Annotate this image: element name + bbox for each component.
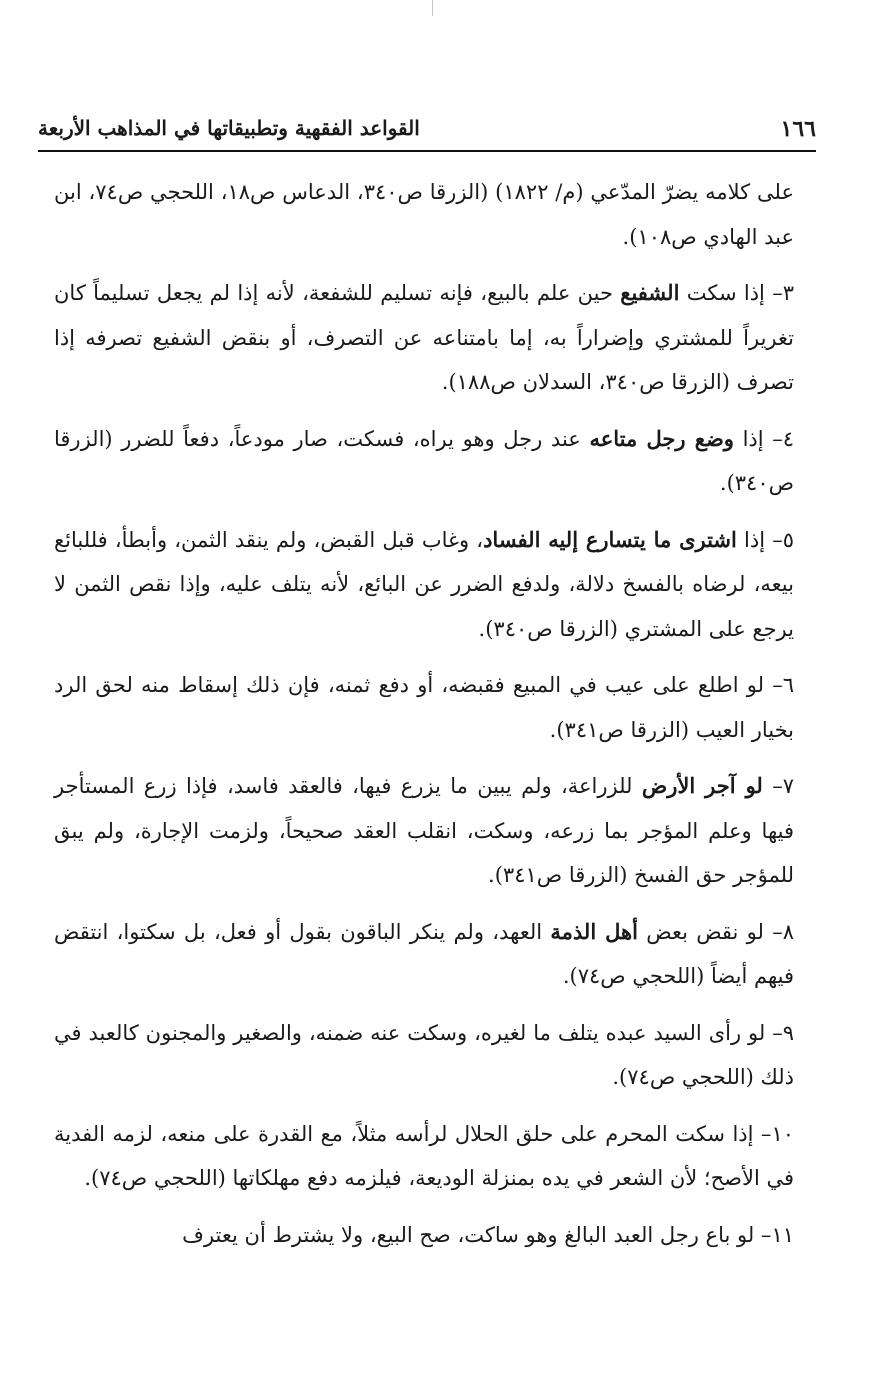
page-body [54, 170, 794, 1269]
paragraph-emphasis: أهل الذمة [550, 918, 638, 944]
paragraph-text: على كلامه يضرّ المدّعي (م/ ١٨٢٢) (الزرقا ص٣٤٠، الدعاس ص١٨، اللحجي ص٧٤، ابن عبد الهادي ص١٠٨). [54, 180, 794, 249]
paragraph-5 [54, 518, 794, 652]
paragraph-6 [54, 663, 794, 752]
running-title: القواعد الفقهية وتطبيقاتها في المذاهب الأربعة [38, 116, 420, 140]
paragraph-7 [54, 764, 794, 898]
paragraph-lead: ٤– إذا [733, 426, 795, 451]
paragraph-text: عند رجل وهو يراه، فسكت، صار مودعاً، دفعاً للضرر (الزرقا ص٣٤٠). [54, 426, 794, 495]
paragraph-lead: ٥– إذا [736, 527, 794, 552]
paragraph-text: ١١– لو باع رجل العبد البالغ وهو ساكت، صح البيع، ولا يشترط أن يعترف [182, 1222, 794, 1247]
page-header [38, 112, 816, 148]
paragraph-4 [54, 417, 794, 506]
paragraph-text: حين علم بالبيع، فإنه تسليم للشفعة، لأنه إذا لم يجعل تسليماً كان تغريراً للمشتري وإضراراً به، إما بامتناعه عن التصرف، أو بنقض الشفيع تصرفه إذا تصرف (الزرقا ص٣٤٠، السدلان ص١٨٨). [54, 281, 794, 394]
paragraph-8 [54, 910, 794, 999]
paragraph-text: ٦– لو اطلع على عيب في المبيع فقبضه، أو دفع ثمنه، فإن ذلك إسقاط منه لحق الرد بخيار العيب (الزرقا ص٣٤١). [54, 673, 794, 742]
header-rule [38, 150, 816, 152]
paragraph-emphasis: وضع رجل متاعه [589, 425, 734, 451]
paragraph-11 [54, 1213, 794, 1258]
paragraph-lead: ٨– لو نقض بعض [637, 919, 795, 944]
paragraph-emphasis: الشفيع [620, 280, 680, 305]
paragraph-9 [54, 1011, 794, 1100]
paragraph-text: ٩– لو رأى السيد عبده يتلف ما لغيره، وسكت عنه ضمنه، والصغير والمجنون كالعبد في ذلك (اللحجي ص٧٤). [54, 1020, 794, 1089]
scan-mark [432, 0, 433, 16]
paragraph-lead: ٧– [762, 774, 794, 798]
paragraph-text: ١٠– إذا سكت المحرم على حلق الحلال لرأسه مثلاً، مع القدرة على منعه، لزمه الفدية في الأصح؛ لأن الشعر في يده بمنزلة الوديعة، فيلزمه دفع مهلكاتها (اللحجي ص٧٤). [54, 1121, 794, 1190]
paragraph-text: ، وغاب قبل القبض، ولم ينقد الثمن، وأبطأ، فللبائع بيعه، لرضاه بالفسخ دلالة، ولدفع الضرر عن البائع، لأنه يتلف عليه، وإذا نقص الثمن لا يرجع على المشتري (الزرقا ص٣٤٠). [54, 527, 794, 641]
paragraph-emphasis: لو آجر الأرض [641, 773, 763, 798]
paragraph-3 [54, 271, 794, 405]
paragraph-lead: ٣– إذا سكت [679, 281, 794, 305]
paragraph-10 [54, 1112, 794, 1201]
paragraph-text: العهد، ولم ينكر الباقون بقول أو فعل، بل سكتوا، انتقض فيهم أيضاً (اللحجي ص٧٤). [54, 919, 794, 988]
paragraph-emphasis: اشترى ما يتسارع إليه الفساد [483, 526, 737, 552]
paragraph-1 [54, 170, 794, 259]
page-number: ١٦٦ [780, 116, 816, 142]
paragraph-text: للزراعة، ولم يبين ما يزرع فيها، فالعقد فاسد، فإذا زرع المستأجر فيها وعلم المؤجر بما زرعه، وسكت، انقلب العقد صحيحاً، ولزمت الإجارة، ولم يبق للمؤجر حق الفسخ (الزرقا ص٣٤١). [54, 774, 794, 887]
